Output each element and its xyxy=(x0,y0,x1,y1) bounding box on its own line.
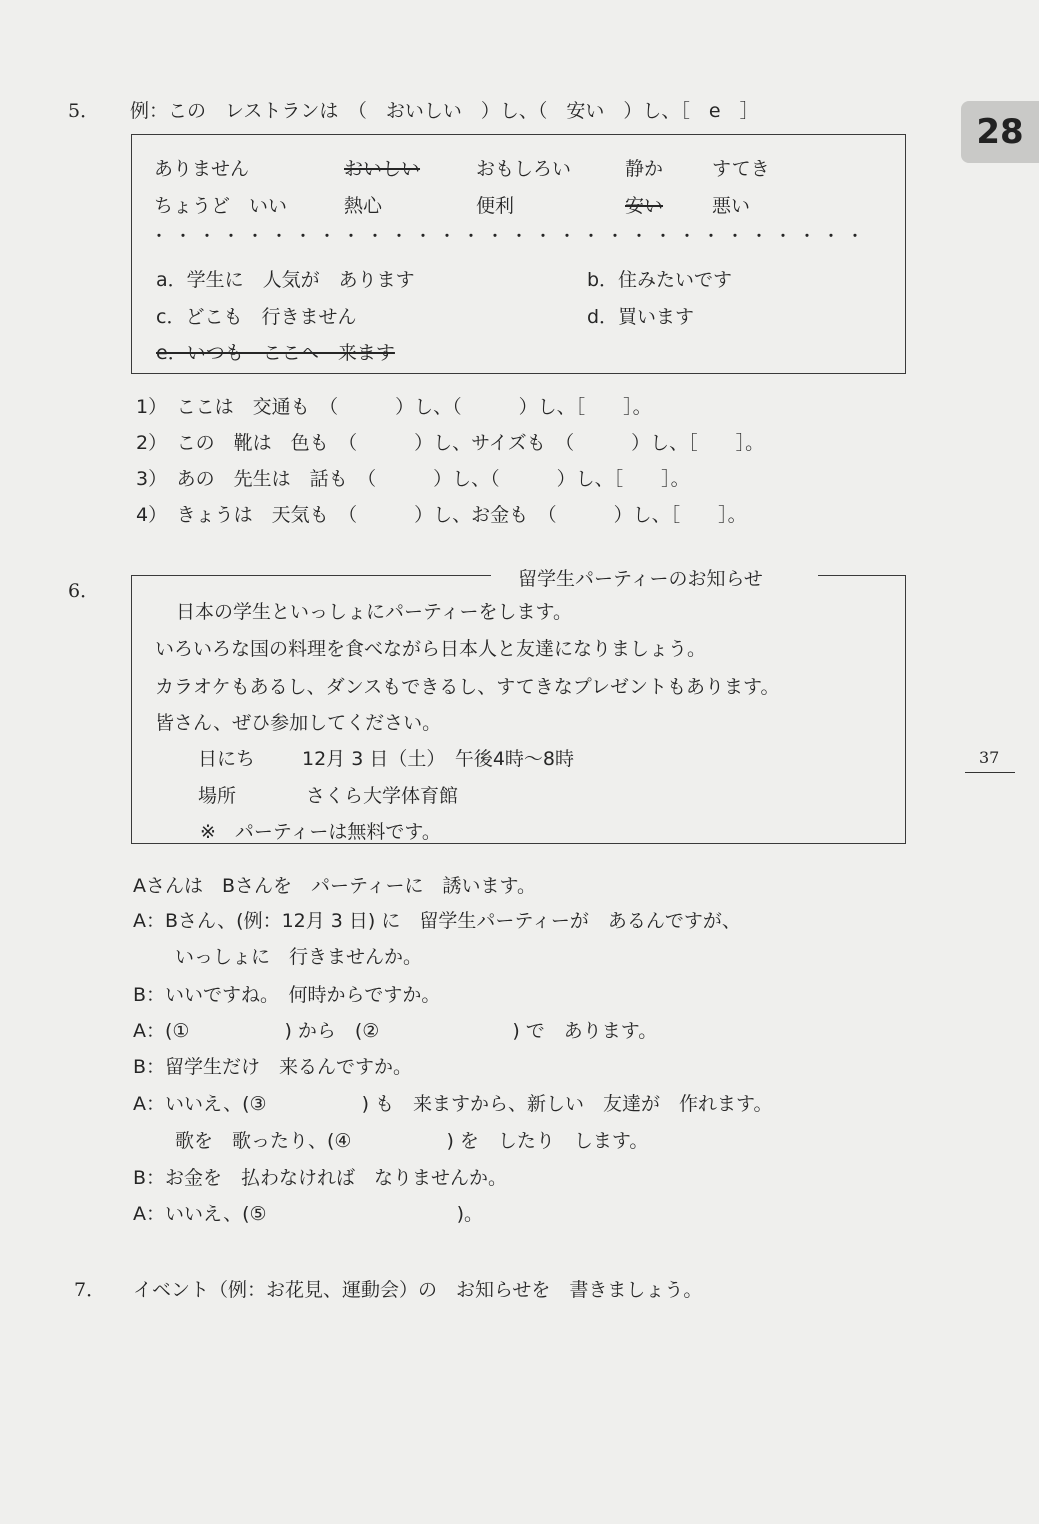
vocab-arimasen: ありません xyxy=(154,158,250,180)
exercise-5-example: 例：この レストランは （ おいしい ）し、（ 安い ）し、［ e ］ xyxy=(130,100,759,122)
lesson-tab: 28 xyxy=(961,101,1039,163)
vocab-choudo-ii: ちょうど いい xyxy=(154,195,288,217)
notice-title: 留学生パーティーのお知らせ xyxy=(518,568,763,590)
notice-free-note: ※ パーティーは無料です。 xyxy=(200,821,441,843)
option-e-used: e．いつも ここへ 来ます xyxy=(156,342,395,364)
exercise-5-item-1: 1） ここは 交通も （ ）し、（ ）し、［ ］。 xyxy=(136,396,652,418)
dialogue-a1: A：Bさん、(例：12月 3 日) に 留学生パーティーが あるんですが、 xyxy=(133,910,741,932)
notice-line-1: 日本の学生といっしょにパーティーをします。 xyxy=(176,601,572,623)
exercise-5-item-2: 2） この 靴は 色も （ ）し、サイズも （ ）し、［ ］。 xyxy=(136,432,765,454)
vocab-shizuka: 静か xyxy=(625,158,664,180)
vocab-benri: 便利 xyxy=(476,195,515,217)
dialogue-b3: B：お金を 払わなければ なりませんか。 xyxy=(133,1167,508,1189)
page-number: 37 xyxy=(979,748,1000,767)
dialogue-b1: B：いいですね。 何時からですか。 xyxy=(133,984,441,1006)
vocab-oishii-used: おいしい xyxy=(344,158,421,180)
notice-line-4: 皆さん、ぜひ参加してください。 xyxy=(155,712,442,734)
option-c: c．どこも 行きません xyxy=(156,306,357,328)
exercise-7-text: イベント（例：お花見、運動会）の お知らせを 書きましょう。 xyxy=(133,1279,703,1301)
vocab-omoshiroi: おもしろい xyxy=(476,158,572,180)
dialogue-a3: A：いいえ、(③ ) も 来ますから、新しい 友達が 作れます。 xyxy=(133,1093,773,1115)
exercise-5-number: 5． xyxy=(68,100,100,122)
option-d: d．買います xyxy=(587,306,695,328)
dialogue-a1-cont: いっしょに 行きませんか。 xyxy=(175,946,423,968)
dialogue-b2: B：留学生だけ 来るんですか。 xyxy=(133,1056,413,1078)
exercise-5-item-4: 4） きょうは 天気も （ ）し、お金も （ ）し、［ ］。 xyxy=(136,504,747,526)
option-b: b．住みたいです xyxy=(587,269,733,291)
notice-line-3: カラオケもあるし、ダンスもできるし、すてきなプレゼントもあります。 xyxy=(155,676,780,698)
place-label: 場所 xyxy=(198,785,237,807)
page-number-rule xyxy=(965,772,1015,773)
vocab-nesshin: 熱心 xyxy=(344,195,383,217)
vocab-suteki: すてき xyxy=(712,158,770,180)
date-value: 12月 3 日（土） 午後4時～8時 xyxy=(302,748,575,770)
notice-top-rule-left xyxy=(131,575,491,576)
exercise-5-item-3: 3） あの 先生は 話も （ ）し、（ ）し、［ ］。 xyxy=(136,468,690,490)
dialogue-intro: Aさんは Bさんを パーティーに 誘います。 xyxy=(133,875,536,897)
vocab-yasui-used: 安い xyxy=(625,195,664,217)
option-a: a．学生に 人気が あります xyxy=(156,269,415,291)
place-value: さくら大学体育館 xyxy=(306,785,459,807)
dialogue-a2: A：(① ) から (② ) で あります。 xyxy=(133,1020,658,1042)
date-label: 日にち xyxy=(198,748,256,770)
exercise-6-number: 6． xyxy=(68,580,100,602)
exercise-7-number: 7． xyxy=(74,1279,106,1301)
dialogue-a4: A：いいえ、(⑤ )。 xyxy=(133,1203,483,1225)
dialogue-a3-cont: 歌を 歌ったり、(④ ) を したり します。 xyxy=(175,1130,649,1152)
vocab-warui: 悪い xyxy=(712,195,751,217)
dotted-separator: ・・・・・・・・・・・・・・・・・・・・・・・・・・・・・・ xyxy=(152,229,872,245)
notice-line-2: いろいろな国の料理を食べながら日本人と友達になりましょう。 xyxy=(155,638,707,660)
notice-top-rule-right xyxy=(818,575,906,576)
